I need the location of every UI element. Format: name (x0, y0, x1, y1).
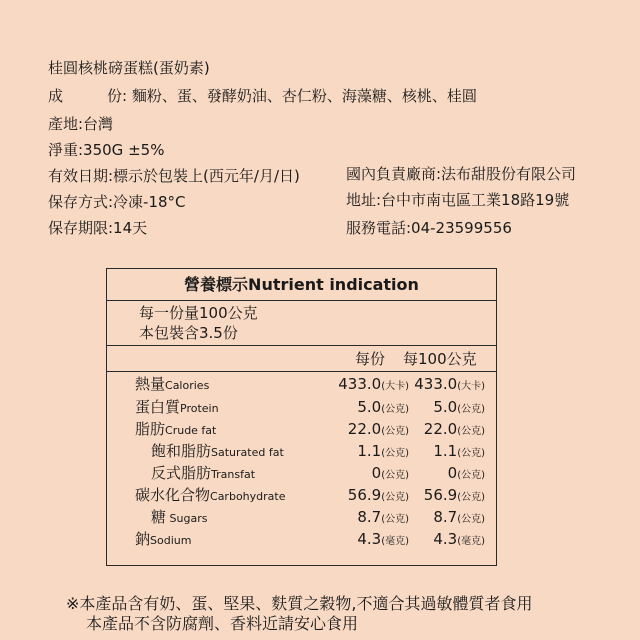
nutrient-name (151, 506, 207, 530)
title-divider (107, 300, 496, 301)
nutrient-row (107, 528, 496, 550)
nutrient-name-zh: 蛋白質 (135, 398, 181, 416)
value-unit: (公克) (381, 492, 409, 503)
ingredients-label-suffix: 份: (107, 87, 128, 105)
value-per-serving (357, 528, 409, 553)
nutrient-row (107, 396, 496, 418)
value-number: 433.0 (414, 375, 458, 393)
value-number: 4.3 (357, 530, 382, 548)
nutrient-name-en: Calories (165, 379, 210, 392)
ingredients-value: 麵粉、蛋、發酵奶油、杏仁粉、海藻糖、核桃、桂圓 (131, 87, 477, 105)
serving-divider (107, 345, 496, 346)
col-header-per-100g: 每100公克 (403, 350, 477, 368)
value-unit: (大卡) (381, 381, 409, 392)
ingredients-label: 成 (48, 87, 64, 105)
nutrient-name-en: Saturated fat (211, 446, 284, 459)
value-number: 5.0 (433, 398, 458, 416)
net-weight: 淨重:350G ±5% (48, 141, 165, 159)
nutrient-name-zh: 碳水化合物 (135, 486, 211, 504)
nutrient-name-zh: 脂肪 (135, 420, 166, 438)
value-unit: (公克) (457, 492, 485, 503)
value-number: 22.0 (423, 420, 458, 438)
value-number: 1.1 (357, 442, 382, 460)
nutrient-name-en: Carbohydrate (210, 490, 286, 503)
servings-per-package: 本包裝含3.5份 (139, 324, 238, 342)
phone: 服務電話:04-23599556 (346, 219, 512, 237)
manufacturer: 國內負責廠商:法布甜股份有限公司 (346, 165, 577, 183)
value-number: 433.0 (338, 375, 382, 393)
nutrient-name-en: Transfat (211, 468, 256, 481)
value-number: 8.7 (433, 508, 458, 526)
value-number: 4.3 (433, 530, 458, 548)
ingredients-line (48, 86, 477, 106)
address: 地址:台中市南屯區工業18路19號 (346, 191, 570, 209)
value-number: 5.0 (357, 398, 382, 416)
product-name: 桂圓核桃磅蛋糕(蛋奶素) (48, 59, 210, 77)
value-number: 1.1 (433, 442, 458, 460)
value-number: 56.9 (347, 486, 382, 504)
value-number: 0 (447, 464, 458, 482)
col-header-per-serving: 每份 (355, 350, 386, 368)
nutrient-name-zh: 鈉 (135, 530, 151, 548)
value-number: 22.0 (347, 420, 382, 438)
value-number: 8.7 (357, 508, 382, 526)
allergen-warning: ※本產品含有奶、蛋、堅果、麩質之穀物,不適合其過敏體質者食用 (66, 594, 533, 613)
nutrient-name-en: Crude fat (165, 424, 217, 437)
value-unit: (大卡) (457, 381, 485, 392)
value-unit: (公克) (457, 404, 485, 415)
nutrient-name-zh: 反式脂肪 (151, 464, 212, 482)
nutrient-name (135, 418, 216, 442)
nutrient-name (135, 484, 285, 508)
value-unit: (毫克) (457, 536, 485, 547)
nutrition-panel (106, 268, 497, 566)
header-divider (107, 371, 496, 372)
nutrient-row (107, 373, 496, 395)
storage-method: 保存方式:冷凍-18°C (48, 193, 186, 211)
value-unit: (公克) (381, 470, 409, 481)
value-number: 0 (371, 464, 382, 482)
nutrient-name-en: Sodium (150, 534, 192, 547)
origin: 產地:台灣 (48, 115, 114, 133)
nutrient-name-zh: 飽和脂肪 (151, 442, 212, 460)
nutrient-name (151, 462, 255, 486)
nutrient-name (135, 373, 209, 397)
value-unit: (公克) (457, 448, 485, 459)
value-unit: (公克) (457, 514, 485, 525)
preservative-note: 本產品不含防腐劑、香料近請安心食用 (86, 614, 359, 633)
value-unit: (公克) (381, 514, 409, 525)
nutrient-name (151, 440, 284, 464)
value-unit: (毫克) (381, 536, 409, 547)
nutrient-name (135, 528, 191, 552)
expiry-date: 有效日期:標示於包裝上(西元年/月/日) (48, 167, 300, 185)
nutrient-name-en: Protein (180, 402, 219, 415)
nutrition-title: 營養標示Nutrient indication (184, 275, 419, 294)
nutrient-name (135, 396, 219, 420)
nutrient-row (107, 440, 496, 462)
serving-size: 每一份量100公克 (139, 304, 258, 322)
shelf-life: 保存期限:14天 (48, 219, 148, 237)
value-unit: (公克) (457, 426, 485, 437)
nutrient-name-zh: 熱量 (135, 375, 166, 393)
nutrient-name-en: Sugars (166, 512, 208, 525)
nutrient-row (107, 506, 496, 528)
nutrient-row (107, 418, 496, 440)
value-unit: (公克) (381, 426, 409, 437)
value-per-100g (433, 528, 485, 553)
value-per-serving (338, 373, 409, 398)
value-per-100g (414, 373, 485, 398)
value-unit: (公克) (381, 404, 409, 415)
nutrient-row (107, 462, 496, 484)
value-number: 56.9 (423, 486, 458, 504)
nutrient-row (107, 484, 496, 506)
nutrient-name-zh: 糖 (151, 508, 167, 526)
value-unit: (公克) (381, 448, 409, 459)
value-unit: (公克) (457, 470, 485, 481)
